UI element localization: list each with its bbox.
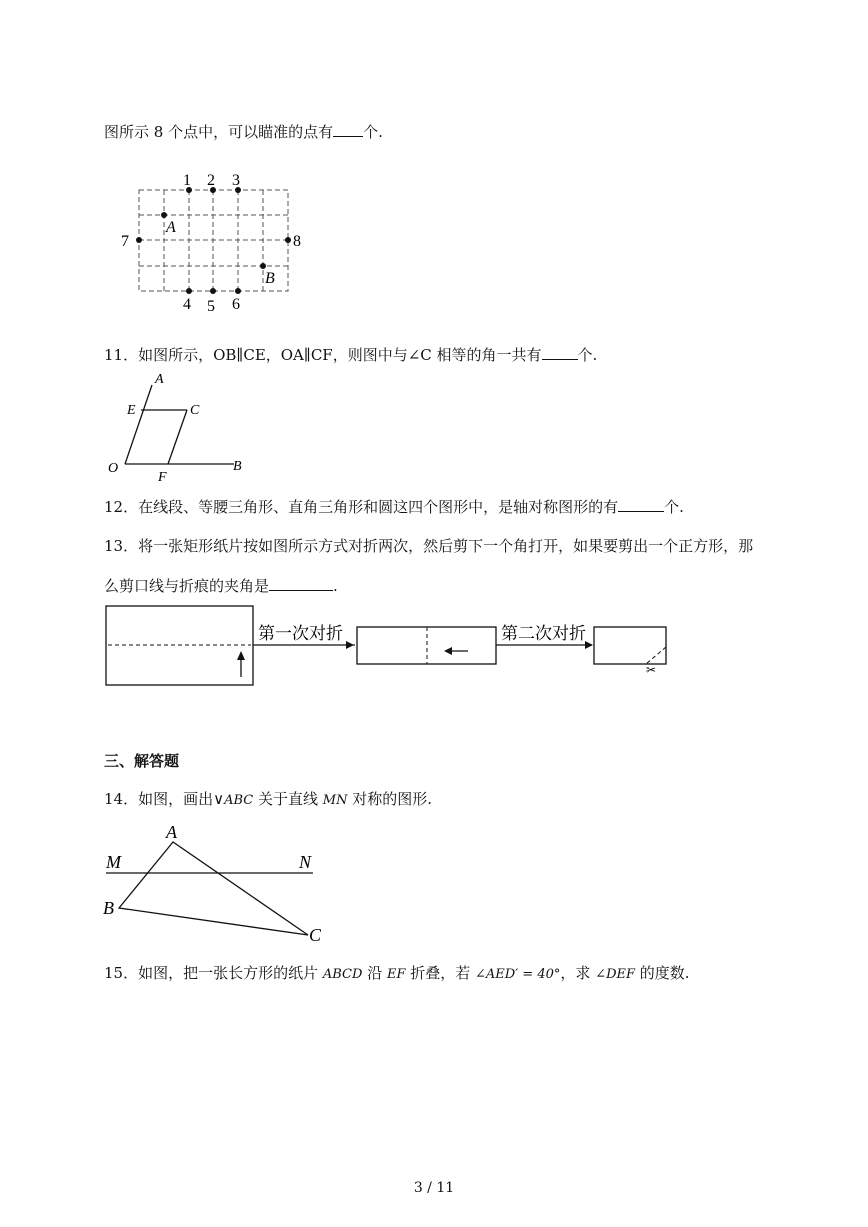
point-6-label: 6 — [232, 296, 240, 313]
point-4-label: 4 — [183, 296, 191, 313]
q14-label-m: M — [106, 852, 121, 872]
q15-angle-expr: ∠AED′ = 40° — [475, 967, 561, 982]
point-1-label: 1 — [183, 172, 191, 189]
q15-prefix: 15．如图，把一张长方形的纸片 — [104, 964, 323, 982]
fold2-label: 第二次对折 — [501, 624, 586, 643]
q15-ask: ，求 — [560, 964, 596, 982]
q15-suffix: 的度数. — [635, 964, 690, 982]
q13-line1: 13．将一张矩形纸片按如图所示方式对折两次，然后剪下一个角打开，如果要剪出一个正方形，那 — [104, 537, 754, 555]
q15-abcd: ABCD — [322, 967, 363, 982]
q14-label-n: N — [299, 852, 312, 872]
q11-prompt: 11．如图所示，OB∥CE，OA∥CF，则图中与∠C 相等的角一共有 — [104, 346, 542, 364]
point-2-label: 2 — [207, 172, 215, 189]
scissors-icon: ✂ — [646, 663, 657, 677]
q14-suffix: 对称的图形. — [347, 790, 432, 808]
q15-along: 沿 — [362, 964, 387, 982]
q10-prompt-end: 个. — [363, 123, 383, 141]
q11-label-f: F — [158, 470, 167, 485]
q13-prompt: 么剪口线与折痕的夹角是 — [104, 577, 270, 595]
point-3-label: 3 — [232, 172, 240, 189]
q14-label-c: C — [309, 925, 322, 945]
q15-fold: 折叠，若 — [405, 964, 476, 982]
q11-label-b: B — [233, 459, 242, 474]
q15-text — [104, 962, 690, 983]
q14-mid: 关于直线 — [253, 790, 323, 808]
q14-mn: MN — [322, 793, 348, 808]
q11-label-o: O — [108, 461, 119, 476]
q12-prompt-end: 个. — [664, 498, 684, 516]
point-8-label: 8 — [293, 233, 301, 250]
page-number: 3 / 11 — [413, 1180, 455, 1196]
q11-label-a: A — [155, 372, 164, 387]
q13-prompt-end: . — [333, 577, 338, 595]
q15-ef: EF — [386, 967, 406, 982]
point-a-label: A — [166, 219, 176, 236]
q10-prompt: 图所示 8 个点中，可以瞄准的点有 — [104, 123, 334, 141]
q14-label-b: B — [103, 898, 114, 918]
section-3-heading: 三、解答题 — [104, 752, 180, 770]
point-7-label: 7 — [121, 233, 129, 250]
point-5-label: 5 — [207, 298, 215, 315]
q14-abc: ABC — [224, 793, 254, 808]
q14-prefix: 14．如图，画出 — [104, 790, 214, 808]
q14-label-a: A — [166, 822, 177, 842]
q12-prompt: 12．在线段、等腰三角形、直角三角形和圆这四个图形中，是轴对称图形的有 — [104, 498, 619, 516]
q11-label-c: C — [190, 403, 200, 418]
point-b-label: B — [265, 270, 275, 287]
fold1-label: 第一次对折 — [258, 624, 343, 643]
q15-def: ∠DEF — [595, 967, 635, 982]
q11-prompt-end: 个. — [577, 346, 598, 364]
q11-label-e: E — [127, 403, 136, 418]
q14-triangle-symbol: ∨ — [213, 790, 225, 808]
